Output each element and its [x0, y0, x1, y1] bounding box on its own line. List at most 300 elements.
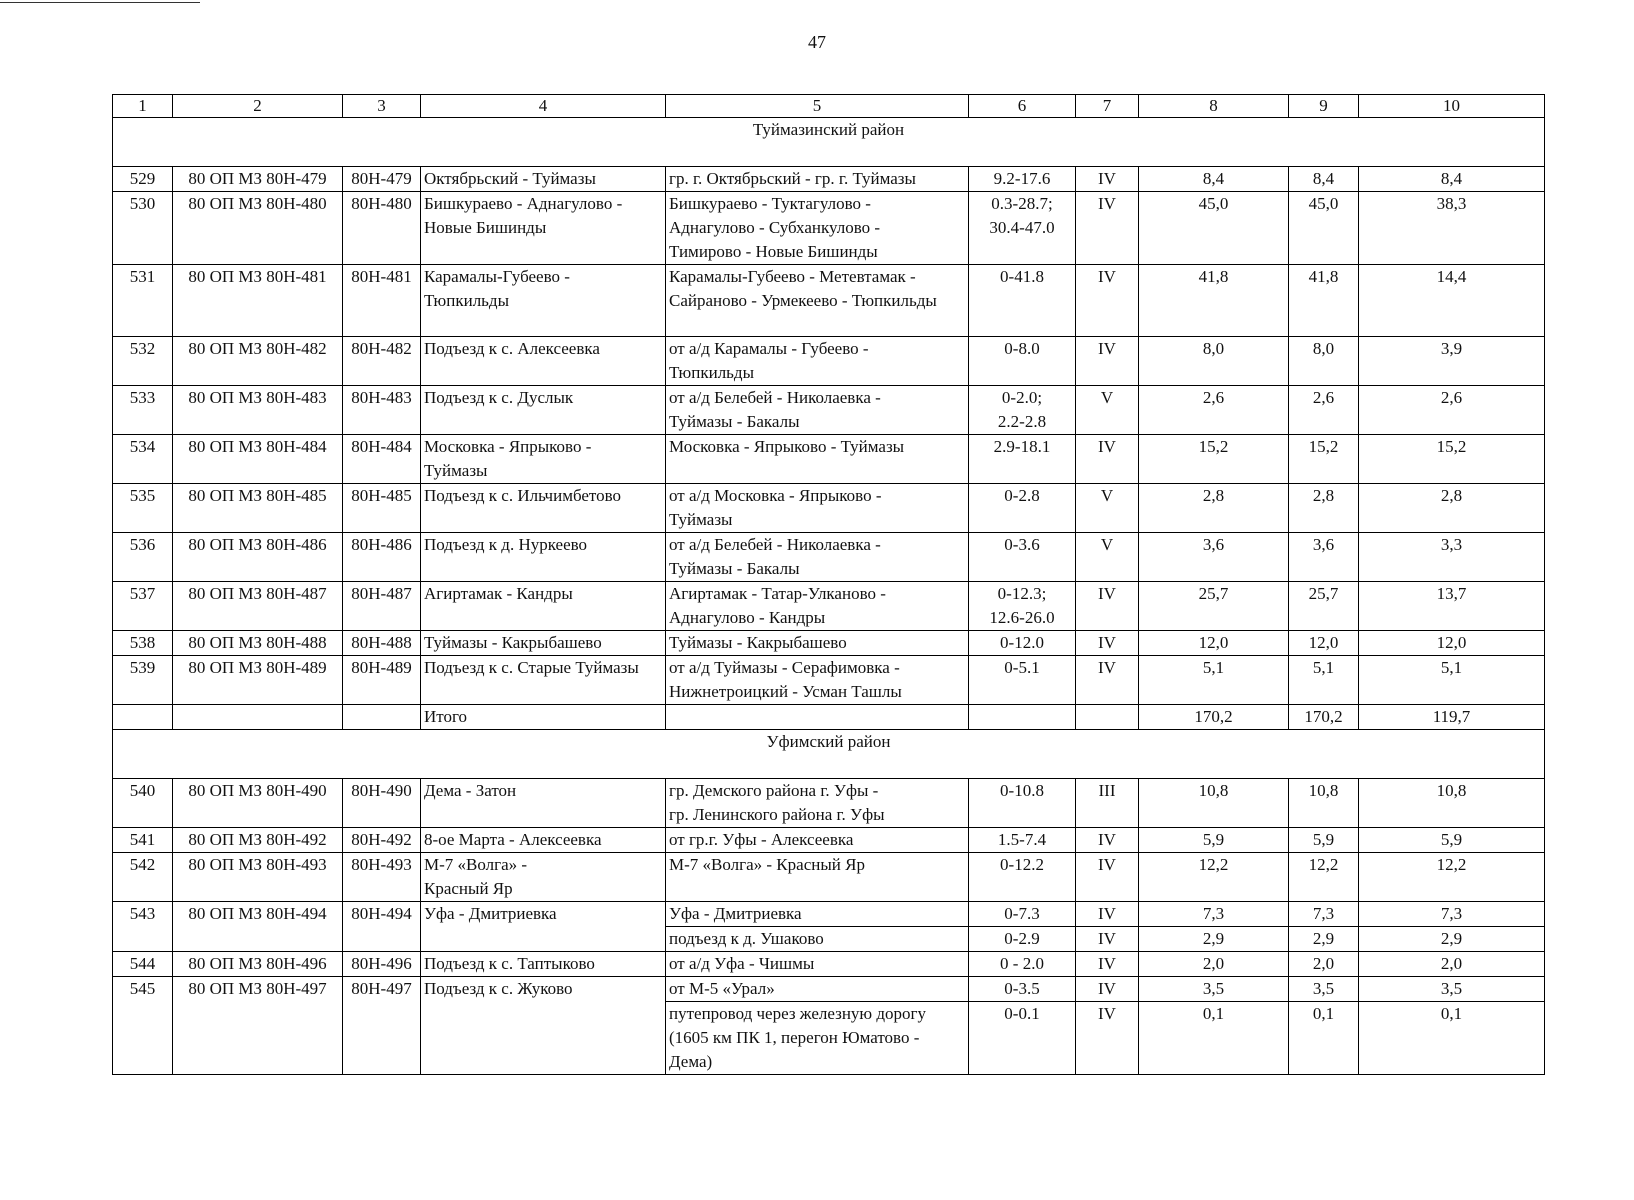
category: V	[1076, 484, 1139, 533]
length-col-8: 2,8	[1139, 484, 1289, 533]
route	[666, 533, 969, 582]
route-line: Агиртамак - Татар-Улканово -	[669, 584, 886, 603]
column-header: 10	[1359, 95, 1545, 118]
road-name-line: Агиртамак - Кандры	[424, 584, 573, 603]
row-number: 530	[113, 192, 173, 265]
route	[666, 484, 969, 533]
road-short-id: 80Н-493	[343, 853, 421, 902]
route	[666, 853, 969, 902]
km-range-line: 2.9-18.1	[993, 437, 1051, 456]
length-col-10: 2,9	[1359, 927, 1545, 952]
category: IV	[1076, 265, 1139, 337]
km-range	[969, 631, 1076, 656]
length-col-8: 2,0	[1139, 952, 1289, 977]
km-range	[969, 779, 1076, 828]
route	[666, 705, 969, 730]
length-col-9: 0,1	[1289, 1002, 1359, 1075]
table-row	[113, 192, 1545, 265]
route-line: Нижнетроицкий - Усман Ташлы	[669, 682, 902, 701]
road-id: 80 ОП МЗ 80Н-486	[173, 533, 343, 582]
road-name	[421, 977, 666, 1075]
km-range	[969, 582, 1076, 631]
route-line: от гр.г. Уфы - Алексеевка	[669, 830, 854, 849]
route-line: Московка - Япрыково - Туймазы	[669, 437, 905, 456]
road-name	[421, 192, 666, 265]
route	[666, 952, 969, 977]
road-name-line: Дема - Затон	[424, 781, 517, 800]
km-range	[969, 853, 1076, 902]
route-line: Тюпкильды	[669, 363, 754, 382]
table-row	[113, 902, 1545, 927]
length-col-9: 8,4	[1289, 167, 1359, 192]
road-name-line: Подъезд к с. Старые Туймазы	[424, 658, 639, 677]
column-header: 6	[969, 95, 1076, 118]
length-col-10: 38,3	[1359, 192, 1545, 265]
category: IV	[1076, 952, 1139, 977]
km-range-line: 0-2.8	[1004, 486, 1040, 505]
road-name	[421, 631, 666, 656]
road-name-line: Туймазы	[424, 461, 488, 480]
length-col-8: 25,7	[1139, 582, 1289, 631]
length-col-8: 8,4	[1139, 167, 1289, 192]
route	[666, 167, 969, 192]
length-col-9: 3,6	[1289, 533, 1359, 582]
route-line: от а/д Московка - Япрыково -	[669, 486, 882, 505]
table-row	[113, 828, 1545, 853]
route	[666, 779, 969, 828]
column-header: 8	[1139, 95, 1289, 118]
road-name-line: Бишкураево - Аднагулово -	[424, 194, 623, 213]
table-row	[113, 779, 1545, 828]
row-number: 534	[113, 435, 173, 484]
route-line: Сайраново - Урмекеево - Тюпкильды	[669, 291, 937, 310]
km-range-line: 0-12.3;	[997, 584, 1047, 603]
route-line: от М-5 «Урал»	[669, 979, 775, 998]
road-name	[421, 337, 666, 386]
road-short-id: 80Н-488	[343, 631, 421, 656]
row-number: 536	[113, 533, 173, 582]
length-col-8: 12,2	[1139, 853, 1289, 902]
length-col-8: 8,0	[1139, 337, 1289, 386]
road-name	[421, 533, 666, 582]
length-col-9: 10,8	[1289, 779, 1359, 828]
length-col-9: 2,6	[1289, 386, 1359, 435]
road-name	[421, 435, 666, 484]
length-col-8: 15,2	[1139, 435, 1289, 484]
road-id: 80 ОП МЗ 80Н-497	[173, 977, 343, 1075]
table-row	[113, 656, 1545, 705]
road-id: 80 ОП МЗ 80Н-494	[173, 902, 343, 952]
road-short-id: 80Н-482	[343, 337, 421, 386]
route-line: подъезд к д. Ушаково	[669, 929, 824, 948]
road-name	[421, 828, 666, 853]
km-range	[969, 435, 1076, 484]
length-col-8: 10,8	[1139, 779, 1289, 828]
route	[666, 582, 969, 631]
km-range	[969, 705, 1076, 730]
road-id: 80 ОП МЗ 80Н-484	[173, 435, 343, 484]
km-range-line: 30.4-47.0	[989, 218, 1055, 237]
road-name-line: Тюпкильды	[424, 291, 509, 310]
column-header: 4	[421, 95, 666, 118]
route-line: путепровод через железную дорогу	[669, 1004, 926, 1023]
km-range	[969, 927, 1076, 952]
route-line: Туймазы - Бакалы	[669, 412, 800, 431]
km-range	[969, 265, 1076, 337]
route-line: Тимирово - Новые Бишинды	[669, 242, 878, 261]
road-name-line: Московка - Япрыково -	[424, 437, 592, 456]
length-col-9: 2,0	[1289, 952, 1359, 977]
km-range-line: 0-2.9	[1004, 929, 1040, 948]
road-name	[421, 386, 666, 435]
road-name-line: Октябрьский - Туймазы	[424, 169, 596, 188]
length-col-10: 15,2	[1359, 435, 1545, 484]
road-short-id: 80Н-486	[343, 533, 421, 582]
table-row	[113, 705, 1545, 730]
route-line: от а/д Белебей - Николаевка -	[669, 388, 881, 407]
length-col-10: 0,1	[1359, 1002, 1545, 1075]
road-short-id: 80Н-496	[343, 952, 421, 977]
row-number: 531	[113, 265, 173, 337]
route-line: от а/д Уфа - Чишмы	[669, 954, 815, 973]
route-line: Дема)	[669, 1052, 713, 1071]
row-number: 529	[113, 167, 173, 192]
km-range-line: 0 - 2.0	[1000, 954, 1044, 973]
length-col-8: 45,0	[1139, 192, 1289, 265]
km-range-line: 0-0.1	[1004, 1004, 1040, 1023]
km-range	[969, 828, 1076, 853]
length-col-8: 2,9	[1139, 927, 1289, 952]
table-row	[113, 435, 1545, 484]
table-row	[113, 582, 1545, 631]
road-short-id: 80Н-489	[343, 656, 421, 705]
row-number: 538	[113, 631, 173, 656]
route	[666, 435, 969, 484]
length-col-10: 8,4	[1359, 167, 1545, 192]
row-number: 532	[113, 337, 173, 386]
category: IV	[1076, 902, 1139, 927]
row-number: 540	[113, 779, 173, 828]
km-range-line: 0-7.3	[1004, 904, 1040, 923]
page-number: 47	[808, 32, 826, 52]
km-range	[969, 337, 1076, 386]
route	[666, 828, 969, 853]
route-line: Уфа - Дмитриевка	[669, 904, 802, 923]
road-name-line: Уфа - Дмитриевка	[424, 904, 557, 923]
length-col-9: 12,0	[1289, 631, 1359, 656]
route-line: от а/д Карамалы - Губеево -	[669, 339, 869, 358]
district-title: Уфимский район	[113, 730, 1545, 779]
length-col-10: 3,3	[1359, 533, 1545, 582]
length-col-10: 13,7	[1359, 582, 1545, 631]
road-name-line: Подъезд к с. Жуково	[424, 979, 573, 998]
row-number: 533	[113, 386, 173, 435]
category: IV	[1076, 853, 1139, 902]
road-name-line: М-7 «Волга» -	[424, 855, 528, 874]
road-id: 80 ОП МЗ 80Н-479	[173, 167, 343, 192]
road-name-line: Туймазы - Какрыбашево	[424, 633, 602, 652]
length-col-10: 2,6	[1359, 386, 1545, 435]
length-col-9: 5,9	[1289, 828, 1359, 853]
road-short-id: 80Н-490	[343, 779, 421, 828]
column-header: 1	[113, 95, 173, 118]
table-row	[113, 337, 1545, 386]
column-header: 2	[173, 95, 343, 118]
km-range-line: 0-10.8	[1000, 781, 1044, 800]
route-line: гр. Ленинского района г. Уфы	[669, 805, 885, 824]
road-name	[421, 779, 666, 828]
km-range	[969, 167, 1076, 192]
km-range-line: 0-12.2	[1000, 855, 1044, 874]
km-range	[969, 484, 1076, 533]
category: IV	[1076, 927, 1139, 952]
category: V	[1076, 533, 1139, 582]
length-col-10: 119,7	[1359, 705, 1545, 730]
roads-table	[112, 94, 1545, 1075]
length-col-9: 12,2	[1289, 853, 1359, 902]
length-col-10: 2,8	[1359, 484, 1545, 533]
km-range	[969, 386, 1076, 435]
road-short-id: 80Н-480	[343, 192, 421, 265]
road-name	[421, 265, 666, 337]
road-id: 80 ОП МЗ 80Н-487	[173, 582, 343, 631]
km-range	[969, 1002, 1076, 1075]
route	[666, 337, 969, 386]
road-name-line: Подъезд к с. Алексеевка	[424, 339, 600, 358]
column-header: 5	[666, 95, 969, 118]
category: IV	[1076, 977, 1139, 1002]
road-short-id: 80Н-497	[343, 977, 421, 1075]
row-number: 541	[113, 828, 173, 853]
km-range	[969, 533, 1076, 582]
road-id: 80 ОП МЗ 80Н-482	[173, 337, 343, 386]
length-col-10: 5,1	[1359, 656, 1545, 705]
route	[666, 1002, 969, 1075]
row-number: 545	[113, 977, 173, 1075]
category: IV	[1076, 167, 1139, 192]
category: III	[1076, 779, 1139, 828]
km-range	[969, 902, 1076, 927]
road-short-id	[343, 705, 421, 730]
road-short-id: 80Н-483	[343, 386, 421, 435]
length-col-9: 15,2	[1289, 435, 1359, 484]
column-header: 3	[343, 95, 421, 118]
category: V	[1076, 386, 1139, 435]
route-line: Бишкураево - Туктагулово -	[669, 194, 871, 213]
km-range-line: 0-8.0	[1004, 339, 1040, 358]
road-name-line: Новые Бишинды	[424, 218, 547, 237]
category	[1076, 705, 1139, 730]
road-name	[421, 167, 666, 192]
route	[666, 192, 969, 265]
road-short-id: 80Н-479	[343, 167, 421, 192]
road-short-id: 80Н-492	[343, 828, 421, 853]
road-name	[421, 656, 666, 705]
column-header: 9	[1289, 95, 1359, 118]
length-col-9: 2,9	[1289, 927, 1359, 952]
table-row	[113, 484, 1545, 533]
table-row	[113, 952, 1545, 977]
km-range-line: 0-41.8	[1000, 267, 1044, 286]
length-col-10: 12,2	[1359, 853, 1545, 902]
km-range	[969, 977, 1076, 1002]
length-col-10: 3,9	[1359, 337, 1545, 386]
route	[666, 927, 969, 952]
length-col-9: 2,8	[1289, 484, 1359, 533]
length-col-8: 3,6	[1139, 533, 1289, 582]
route-line: (1605 км ПК 1, перегон Юматово -	[669, 1028, 920, 1047]
length-col-8: 2,6	[1139, 386, 1289, 435]
road-id: 80 ОП МЗ 80Н-481	[173, 265, 343, 337]
road-name	[421, 582, 666, 631]
length-col-10: 5,9	[1359, 828, 1545, 853]
route-line: Карамалы-Губеево - Метевтамак -	[669, 267, 916, 286]
road-name-line: Подъезд к д. Нуркеево	[424, 535, 588, 554]
road-short-id: 80Н-494	[343, 902, 421, 952]
road-name	[421, 484, 666, 533]
road-id: 80 ОП МЗ 80Н-492	[173, 828, 343, 853]
km-range	[969, 656, 1076, 705]
road-id: 80 ОП МЗ 80Н-489	[173, 656, 343, 705]
category: IV	[1076, 828, 1139, 853]
road-name	[421, 902, 666, 952]
route	[666, 902, 969, 927]
km-range-line: 2.2-2.8	[997, 412, 1047, 431]
length-col-10: 2,0	[1359, 952, 1545, 977]
length-col-9: 25,7	[1289, 582, 1359, 631]
district-header-row	[113, 730, 1545, 779]
column-header-row	[113, 95, 1545, 118]
km-range	[969, 952, 1076, 977]
category: IV	[1076, 337, 1139, 386]
route	[666, 977, 969, 1002]
km-range-line: 0.3-28.7;	[991, 194, 1053, 213]
road-name-line: Подъезд к с. Таптыково	[424, 954, 595, 973]
route	[666, 265, 969, 337]
road-name-line: 8-ое Марта - Алексеевка	[424, 830, 602, 849]
category: IV	[1076, 192, 1139, 265]
km-range-line: 0-3.5	[1004, 979, 1040, 998]
route	[666, 386, 969, 435]
length-col-8: 41,8	[1139, 265, 1289, 337]
district-header-row	[113, 118, 1545, 167]
road-name-line: Подъезд к с. Ильчимбетово	[424, 486, 622, 505]
road-id	[173, 705, 343, 730]
table-row	[113, 853, 1545, 902]
km-range-line: 9.2-17.6	[993, 169, 1051, 188]
km-range-line: 1.5-7.4	[997, 830, 1047, 849]
length-col-9: 8,0	[1289, 337, 1359, 386]
table-row	[113, 265, 1545, 337]
length-col-10: 14,4	[1359, 265, 1545, 337]
road-short-id: 80Н-481	[343, 265, 421, 337]
km-range-line: 12.6-26.0	[989, 608, 1055, 627]
length-col-9: 5,1	[1289, 656, 1359, 705]
road-short-id: 80Н-484	[343, 435, 421, 484]
km-range-line: 0-2.0;	[1001, 388, 1043, 407]
length-col-10: 12,0	[1359, 631, 1545, 656]
road-id: 80 ОП МЗ 80Н-483	[173, 386, 343, 435]
route-line: Аднагулово - Субханкулово -	[669, 218, 881, 237]
route-line: Аднагулово - Кандры	[669, 608, 826, 627]
category: IV	[1076, 656, 1139, 705]
route-line: Туймазы - Какрыбашево	[669, 633, 847, 652]
district-title: Туймазинский район	[113, 118, 1545, 167]
route-line: М-7 «Волга» - Красный Яр	[669, 855, 865, 874]
road-name	[421, 952, 666, 977]
table-row	[113, 631, 1545, 656]
row-number: 544	[113, 952, 173, 977]
length-col-9: 7,3	[1289, 902, 1359, 927]
road-name-line: Карамалы-Губеево -	[424, 267, 570, 286]
road-name-line: Красный Яр	[424, 879, 513, 898]
length-col-10: 10,8	[1359, 779, 1545, 828]
road-name-line: Подъезд к с. Дуслык	[424, 388, 574, 407]
road-name	[421, 853, 666, 902]
road-id: 80 ОП МЗ 80Н-480	[173, 192, 343, 265]
km-range	[969, 192, 1076, 265]
length-col-10: 3,5	[1359, 977, 1545, 1002]
route-line: гр. Демского района г. Уфы -	[669, 781, 879, 800]
length-col-8: 7,3	[1139, 902, 1289, 927]
road-name-line: Итого	[424, 707, 468, 726]
length-col-8: 3,5	[1139, 977, 1289, 1002]
row-number	[113, 705, 173, 730]
row-number: 543	[113, 902, 173, 952]
category: IV	[1076, 1002, 1139, 1075]
length-col-8: 0,1	[1139, 1002, 1289, 1075]
row-number: 537	[113, 582, 173, 631]
route-line: Туймазы	[669, 510, 733, 529]
length-col-8: 12,0	[1139, 631, 1289, 656]
road-id: 80 ОП МЗ 80Н-488	[173, 631, 343, 656]
road-id: 80 ОП МЗ 80Н-496	[173, 952, 343, 977]
row-number: 542	[113, 853, 173, 902]
road-name	[421, 705, 666, 730]
length-col-9: 170,2	[1289, 705, 1359, 730]
route	[666, 656, 969, 705]
km-range-line: 0-5.1	[1004, 658, 1040, 677]
length-col-10: 7,3	[1359, 902, 1545, 927]
km-range-line: 0-3.6	[1004, 535, 1040, 554]
length-col-8: 170,2	[1139, 705, 1289, 730]
category: IV	[1076, 435, 1139, 484]
route-line: Туймазы - Бакалы	[669, 559, 800, 578]
top-rule	[0, 2, 200, 3]
length-col-9: 45,0	[1289, 192, 1359, 265]
length-col-9: 41,8	[1289, 265, 1359, 337]
km-range-line: 0-12.0	[1000, 633, 1044, 652]
length-col-8: 5,1	[1139, 656, 1289, 705]
route	[666, 631, 969, 656]
table-row	[113, 533, 1545, 582]
column-header: 7	[1076, 95, 1139, 118]
row-number: 535	[113, 484, 173, 533]
table-row	[113, 167, 1545, 192]
category: IV	[1076, 582, 1139, 631]
road-id: 80 ОП МЗ 80Н-490	[173, 779, 343, 828]
route-line: гр. г. Октябрьский - гр. г. Туймазы	[669, 169, 916, 188]
category: IV	[1076, 631, 1139, 656]
road-short-id: 80Н-485	[343, 484, 421, 533]
table-body	[113, 95, 1545, 1075]
route-line: от а/д Белебей - Николаевка -	[669, 535, 881, 554]
road-id: 80 ОП МЗ 80Н-493	[173, 853, 343, 902]
route-line: от а/д Туймазы - Серафимовка -	[669, 658, 900, 677]
length-col-9: 3,5	[1289, 977, 1359, 1002]
table-row	[113, 386, 1545, 435]
row-number: 539	[113, 656, 173, 705]
